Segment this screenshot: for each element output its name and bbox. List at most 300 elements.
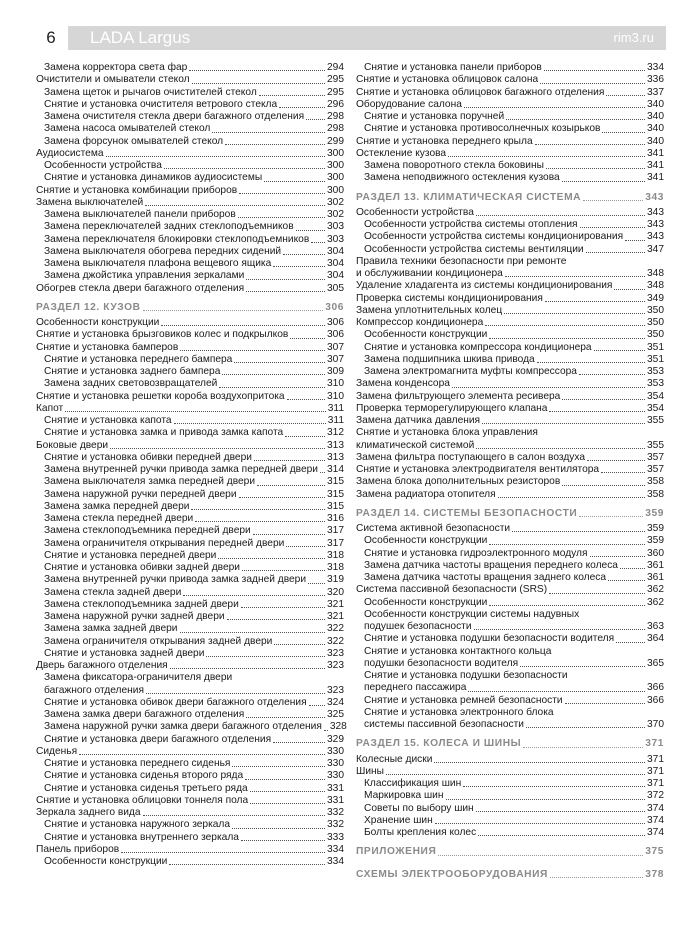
toc-subentry bbox=[36, 550, 344, 562]
toc-page-number: 314 bbox=[327, 464, 344, 475]
toc-subentry bbox=[36, 783, 344, 795]
toc-page-number: 298 bbox=[327, 111, 344, 122]
dot-leader bbox=[309, 705, 325, 706]
toc-entry-title: Особенности конструкции bbox=[364, 329, 488, 341]
toc-subentry bbox=[356, 778, 664, 790]
dot-leader bbox=[386, 774, 645, 775]
toc-entry bbox=[356, 74, 664, 86]
dot-leader bbox=[579, 516, 643, 517]
toc-page-number: 334 bbox=[327, 856, 344, 867]
dot-leader bbox=[232, 828, 325, 829]
toc-entry-title: Замена замка двери багажного отделения bbox=[44, 709, 245, 720]
toc-entry-title: Снятие и установка динамиков аудиосистемы bbox=[44, 172, 263, 184]
toc-page-number: 371 bbox=[647, 765, 664, 777]
dot-leader bbox=[545, 301, 645, 302]
toc-entry-title: Замена электромагнита муфты компрессора bbox=[364, 366, 577, 377]
toc-entry-title: системы пассивной безопасности bbox=[364, 719, 524, 730]
toc-subentry bbox=[36, 574, 344, 586]
dot-leader bbox=[259, 95, 325, 96]
toc-subentry bbox=[36, 819, 344, 831]
toc-page-number: 353 bbox=[647, 378, 664, 390]
toc-page-number: 300 bbox=[327, 160, 344, 171]
toc-page-number: 340 bbox=[647, 123, 664, 135]
dot-leader bbox=[452, 387, 645, 388]
dot-leader bbox=[245, 779, 325, 780]
toc-section-heading bbox=[36, 302, 344, 314]
toc-subentry bbox=[356, 719, 664, 731]
toc-subentry bbox=[36, 366, 344, 378]
toc-entry-title: Замена фиксатора-ограничителя двери bbox=[44, 672, 233, 684]
toc-page-number: 322 bbox=[327, 623, 344, 635]
dot-leader bbox=[170, 668, 325, 669]
toc-entry-title: Сиденья bbox=[36, 745, 78, 757]
toc-entry-title: Снятие и установка обивок двери багажного отделения bbox=[44, 696, 307, 708]
toc-page-number: 348 bbox=[647, 280, 664, 292]
toc-entry-title: Снятие и установка противосолнечных козырьков bbox=[364, 123, 601, 135]
dot-leader bbox=[218, 558, 325, 559]
toc-entry-title: Особенности устройства системы вентиляции bbox=[364, 243, 584, 255]
toc-page-number: 295 bbox=[327, 74, 344, 86]
toc-page-number: 329 bbox=[327, 733, 344, 745]
dot-leader bbox=[464, 107, 645, 108]
toc-page-number: 343 bbox=[647, 206, 664, 218]
toc-entry-title: Снятие и установка облицовок багажного отделения bbox=[356, 86, 605, 98]
dot-leader bbox=[241, 840, 325, 841]
toc-entry-title: Замена блока дополнительных резисторов bbox=[356, 476, 561, 488]
toc-page-number: 341 bbox=[647, 160, 664, 171]
toc-page-number: 299 bbox=[327, 135, 344, 147]
toc-subentry bbox=[36, 246, 344, 258]
toc-page-number: 341 bbox=[647, 172, 664, 184]
toc-page-number: 341 bbox=[647, 147, 664, 159]
dot-leader bbox=[468, 691, 645, 692]
toc-page-number: 350 bbox=[647, 329, 664, 341]
toc-entry bbox=[356, 584, 664, 596]
toc-entry-title: Маркировка шин bbox=[364, 790, 444, 802]
dot-leader bbox=[549, 411, 645, 412]
toc-page-number: 332 bbox=[327, 807, 344, 818]
toc-entry bbox=[356, 766, 664, 778]
toc-page-number: 304 bbox=[327, 245, 344, 257]
dot-leader bbox=[169, 864, 325, 865]
toc-page-number: 343 bbox=[647, 231, 664, 243]
toc-subentry bbox=[36, 452, 344, 464]
toc-subentry bbox=[36, 209, 344, 221]
toc-subentry bbox=[356, 366, 664, 378]
toc-entry-title: Снятие и установка компрессора кондиционера bbox=[364, 341, 592, 353]
dot-leader bbox=[580, 227, 645, 228]
toc-entry bbox=[36, 807, 344, 819]
toc-subentry bbox=[36, 234, 344, 246]
toc-entry-title: Замена неподвижного остекления кузова bbox=[364, 172, 560, 184]
dot-leader bbox=[586, 252, 645, 253]
toc-entry-title: Дверь багажного отделения bbox=[36, 660, 168, 671]
toc-entry-title: Боковые двери bbox=[36, 439, 109, 451]
toc-entry-title: Особенности конструкции bbox=[36, 317, 160, 328]
dot-leader bbox=[145, 205, 325, 206]
toc-entry bbox=[356, 378, 664, 390]
dot-leader bbox=[110, 448, 325, 449]
toc-entry-title: Замена наружной ручки задней двери bbox=[44, 611, 225, 622]
toc-entry-title: ПРИЛОЖЕНИЯ bbox=[356, 846, 437, 858]
toc-entry-title: Классификация шин bbox=[364, 778, 462, 789]
toc-page-number: 370 bbox=[647, 719, 664, 730]
toc-page-number: 357 bbox=[647, 451, 664, 463]
dot-leader bbox=[608, 580, 645, 581]
toc-page-number: 337 bbox=[647, 86, 664, 98]
toc-page-number: 343 bbox=[645, 191, 664, 203]
toc-entry bbox=[356, 256, 664, 268]
dot-leader bbox=[225, 144, 325, 145]
dot-leader bbox=[290, 338, 325, 339]
toc-entry bbox=[36, 746, 344, 758]
toc-subentry bbox=[36, 734, 344, 746]
toc-entry-title: Снятие и установка сиденья третьего ряда bbox=[44, 782, 248, 794]
dot-leader bbox=[606, 95, 645, 96]
toc-entry-title: РАЗДЕЛ 14. СИСТЕМЫ БЕЗОПАСНОСТИ bbox=[356, 507, 578, 519]
toc-page-number: 360 bbox=[647, 547, 664, 559]
toc-entry-title: Особенности конструкции системы надувных bbox=[364, 608, 580, 620]
toc-page-number: 334 bbox=[327, 843, 344, 855]
toc-subentry bbox=[36, 697, 344, 709]
toc-entry-title: Снятие и установка блока управления bbox=[356, 427, 538, 439]
dot-leader bbox=[65, 411, 326, 412]
dot-leader bbox=[274, 644, 325, 645]
toc-entry-title: Снятие и установка контактного кольца bbox=[364, 645, 552, 657]
toc-page-number: 322 bbox=[327, 635, 344, 647]
dot-leader bbox=[161, 325, 325, 326]
toc-page-number: 328 bbox=[329, 721, 347, 733]
toc-page-number: 332 bbox=[327, 819, 344, 831]
toc-entry-title: Особенности конструкции bbox=[364, 535, 488, 547]
dot-leader bbox=[546, 168, 645, 169]
toc-entry bbox=[36, 148, 344, 160]
dot-leader bbox=[476, 448, 645, 449]
toc-entry-title: Снятие и установка подушки безопасности bbox=[364, 670, 568, 681]
toc-subentry bbox=[36, 758, 344, 770]
toc-page-number: 303 bbox=[327, 221, 344, 233]
toc-entry-title: Снятие и установка переднего сиденья bbox=[44, 758, 231, 769]
toc-page-number: 333 bbox=[327, 831, 344, 843]
toc-section-heading bbox=[356, 192, 664, 204]
toc-page-number: 310 bbox=[327, 378, 344, 390]
toc-entry-title: Аудиосистема bbox=[36, 147, 104, 159]
toc-subentry bbox=[36, 538, 344, 550]
dot-leader bbox=[106, 156, 325, 157]
toc-page-number: 351 bbox=[647, 353, 664, 365]
dot-leader bbox=[287, 399, 325, 400]
dot-leader bbox=[485, 325, 645, 326]
toc-section-heading bbox=[356, 869, 664, 881]
dot-leader bbox=[565, 703, 645, 704]
toc-entry bbox=[356, 268, 664, 280]
toc-page-number: 362 bbox=[647, 596, 664, 608]
toc-subentry bbox=[36, 258, 344, 270]
toc-page-number: 315 bbox=[327, 500, 344, 512]
toc-entry-title: Замена наружной ручки замка двери багажного отделения bbox=[44, 721, 322, 733]
dot-leader bbox=[219, 387, 325, 388]
dot-leader bbox=[523, 747, 643, 748]
toc-entry-title: Снятие и установка решетки короба воздухопритока bbox=[36, 390, 285, 402]
toc-subentry bbox=[36, 87, 344, 99]
toc-entry bbox=[356, 476, 664, 488]
toc-entry-title: Снятие и установка внутреннего зеркала bbox=[44, 831, 239, 843]
toc-entry-title: Замена переключателей задних стеклоподъемников bbox=[44, 221, 294, 233]
toc-section-heading bbox=[356, 846, 664, 858]
toc-page-number: 350 bbox=[647, 317, 664, 328]
toc-page-number: 359 bbox=[647, 535, 664, 547]
toc-subentry bbox=[36, 611, 344, 623]
toc-subentry bbox=[356, 62, 664, 74]
dot-leader bbox=[489, 605, 645, 606]
toc-entry bbox=[36, 795, 344, 807]
dot-leader bbox=[474, 629, 645, 630]
toc-entry-title: Снятие и установка бамперов bbox=[36, 341, 179, 353]
toc-entry bbox=[36, 403, 344, 415]
toc-entry bbox=[36, 342, 344, 354]
dot-leader bbox=[446, 799, 646, 800]
toc-entry-title: Снятие и установка капота bbox=[44, 415, 172, 426]
dot-leader bbox=[537, 362, 645, 363]
toc-entry-title: Снятие и установка ремней безопасности bbox=[364, 694, 563, 706]
dot-leader bbox=[620, 568, 645, 569]
toc-entry-title: Замена выключателей панели приборов bbox=[44, 209, 236, 220]
toc-subentry bbox=[36, 587, 344, 599]
toc-entry-title: Снятие и установка электронного блока bbox=[364, 706, 554, 718]
toc-entry-title: Замена выключателя обогрева передних сидений bbox=[44, 245, 282, 257]
toc-entry-title: РАЗДЕЛ 15. КОЛЕСА И ШИНЫ bbox=[356, 738, 522, 750]
toc-page-number: 350 bbox=[647, 304, 664, 316]
toc-subentry bbox=[356, 633, 664, 645]
toc-subentry bbox=[36, 513, 344, 525]
dot-leader bbox=[239, 193, 325, 194]
toc-page-number: 363 bbox=[647, 621, 664, 632]
toc-page-number: 353 bbox=[647, 366, 664, 377]
toc-page-number: 320 bbox=[327, 586, 344, 598]
toc-page-number: 303 bbox=[327, 233, 344, 245]
dot-leader bbox=[544, 70, 645, 71]
toc-entry-title: Замена датчика частоты вращения заднего колеса bbox=[364, 572, 607, 583]
toc-entry-title: Замена фильтрующего элемента ресивера bbox=[356, 390, 561, 402]
toc-subentry bbox=[36, 111, 344, 123]
book-title: LADA Largus bbox=[90, 28, 191, 47]
toc-subentry bbox=[36, 415, 344, 427]
dot-leader bbox=[505, 276, 645, 277]
toc-entry bbox=[36, 660, 344, 672]
toc-page-number: 318 bbox=[327, 549, 344, 561]
dot-leader bbox=[583, 200, 643, 201]
dot-leader bbox=[238, 217, 325, 218]
toc-entry-title: Снятие и установка электродвигателя вентилятора bbox=[356, 464, 600, 475]
toc-entry-title: Замена ограничителя открывания задней двери bbox=[44, 635, 273, 647]
dot-leader bbox=[448, 156, 645, 157]
toc-page-number: 372 bbox=[647, 790, 664, 802]
toc-subentry bbox=[356, 219, 664, 231]
toc-entry-title: РАЗДЕЛ 13. КЛИМАТИЧЕСКАЯ СИСТЕМА bbox=[356, 191, 582, 203]
toc-page-number: 354 bbox=[647, 390, 664, 402]
toc-entry bbox=[356, 293, 664, 305]
toc-page-number: 321 bbox=[327, 598, 344, 610]
toc-page-number: 294 bbox=[327, 62, 344, 73]
toc-subentry bbox=[356, 111, 664, 123]
toc-entry-title: Особенности устройства bbox=[44, 160, 162, 171]
toc-entry-title: Снятие и установка переднего крыла bbox=[356, 135, 533, 147]
dot-leader bbox=[246, 717, 325, 718]
toc-entry-title: Снятие и установка замка и привода замка капота bbox=[44, 427, 284, 439]
toc-page-number: 340 bbox=[647, 98, 664, 110]
toc-page-number: 321 bbox=[327, 611, 344, 622]
toc-page-number: 375 bbox=[645, 846, 664, 858]
toc-page-number: 351 bbox=[647, 341, 664, 353]
toc-page-number: 300 bbox=[327, 147, 344, 159]
toc-entry bbox=[356, 427, 664, 439]
toc-entry-title: Снятие и установка переднего бампера bbox=[44, 353, 233, 365]
toc-page-number: 348 bbox=[647, 268, 664, 279]
toc-entry-title: Замена внутренней ручки привода замка задней двери bbox=[44, 574, 307, 586]
toc-subentry bbox=[356, 172, 664, 184]
toc-entry-title: Проверка терморегулирующего клапана bbox=[356, 402, 548, 414]
toc-entry bbox=[356, 489, 664, 501]
toc-entry-title: подушек безопасности bbox=[364, 621, 472, 632]
dot-leader bbox=[535, 144, 645, 145]
dot-leader bbox=[212, 132, 325, 133]
toc-page-number: 315 bbox=[327, 488, 344, 500]
toc-entry-title: Снятие и установка облицовок салона bbox=[356, 74, 539, 86]
toc-subentry bbox=[36, 721, 347, 733]
toc-entry-title: Замена уплотнительных колец bbox=[356, 304, 503, 316]
toc-entry-title: Замена форсунок омывателей стекол bbox=[44, 135, 224, 147]
toc-entry-title: Советы по выбору шин bbox=[364, 802, 474, 814]
toc-page-number: 323 bbox=[327, 660, 344, 671]
toc-page-number: 304 bbox=[327, 270, 344, 282]
toc-entry-title: Замена подшипника шкива привода bbox=[364, 353, 535, 365]
dot-leader bbox=[146, 693, 325, 694]
dot-leader bbox=[489, 544, 645, 545]
toc-entry-title: Правила техники безопасности при ремонте bbox=[356, 255, 567, 267]
toc-entry-title: Панель приборов bbox=[36, 843, 120, 855]
toc-page-number: 319 bbox=[327, 574, 344, 586]
toc-entry bbox=[356, 523, 664, 535]
toc-entry-title: Остекление кузова bbox=[356, 147, 447, 159]
toc-entry-title: Снятие и установка поручней bbox=[364, 111, 505, 122]
toc-entry-title: Особенности конструкции bbox=[364, 596, 488, 608]
dot-leader bbox=[489, 338, 645, 339]
toc-page-number: 323 bbox=[327, 647, 344, 659]
toc-entry bbox=[356, 754, 664, 766]
toc-entry-title: Замена задних световозвращателей bbox=[44, 378, 218, 390]
toc-page-number: 311 bbox=[327, 402, 344, 414]
toc-subentry bbox=[36, 123, 344, 135]
toc-entry-title: Удаление хладагента из системы кондиционирования bbox=[356, 280, 613, 292]
toc-page-number: 362 bbox=[647, 584, 664, 596]
toc-subentry bbox=[356, 123, 664, 135]
toc-entry bbox=[36, 283, 344, 295]
toc-subentry bbox=[356, 695, 664, 707]
toc-entry bbox=[36, 197, 344, 209]
toc-subentry bbox=[36, 489, 344, 501]
toc-column-left bbox=[36, 62, 347, 868]
toc-page-number: 305 bbox=[327, 282, 344, 294]
toc-page-number: 307 bbox=[327, 341, 344, 353]
dot-leader bbox=[587, 460, 645, 461]
dot-leader bbox=[602, 132, 645, 133]
toc-entry-title: Замена внутренней ручки привода замка передней двери bbox=[44, 464, 318, 475]
toc-subentry bbox=[356, 815, 664, 827]
toc-entry-title: Замена щеток и рычагов очистителей стекол bbox=[44, 86, 257, 98]
dot-leader bbox=[579, 374, 645, 375]
dot-leader bbox=[512, 531, 645, 532]
toc-entry-title: Снятие и установка обивки задней двери bbox=[44, 562, 240, 573]
toc-entry bbox=[356, 391, 664, 403]
toc-entry-title: Капот bbox=[36, 402, 64, 414]
toc-page-number: 374 bbox=[647, 802, 664, 814]
toc-subentry bbox=[356, 572, 664, 584]
dot-leader bbox=[590, 556, 645, 557]
toc-page-number: 295 bbox=[327, 86, 344, 98]
toc-entry-title: Особенности устройства bbox=[356, 206, 474, 218]
dot-leader bbox=[241, 607, 325, 608]
dot-leader bbox=[550, 877, 643, 878]
toc-entry-title: Замена замка задней двери bbox=[44, 623, 178, 635]
toc-entry-title: подушки безопасности водителя bbox=[364, 657, 519, 669]
toc-section-heading bbox=[356, 508, 664, 520]
dot-leader bbox=[143, 310, 324, 311]
toc-entry bbox=[356, 440, 664, 452]
dot-leader bbox=[476, 215, 645, 216]
toc-subentry bbox=[36, 856, 344, 868]
toc-subentry bbox=[356, 160, 664, 172]
dot-leader bbox=[227, 619, 325, 620]
dot-leader bbox=[189, 70, 325, 71]
toc-subentry bbox=[356, 682, 664, 694]
dot-leader bbox=[121, 852, 325, 853]
toc-entry-title: Зеркала заднего вида bbox=[36, 807, 141, 818]
dot-leader bbox=[296, 230, 325, 231]
dot-leader bbox=[174, 423, 326, 424]
dot-leader bbox=[540, 83, 645, 84]
toc-subentry bbox=[356, 803, 664, 815]
site-name: rim3.ru bbox=[613, 30, 654, 45]
toc-subentry bbox=[36, 160, 344, 172]
dot-leader bbox=[504, 313, 645, 314]
toc-entry-title: Снятие и установка панели приборов bbox=[364, 62, 542, 73]
toc-page-number: 317 bbox=[327, 525, 344, 537]
toc-subentry bbox=[356, 646, 664, 658]
toc-entry-title: РАЗДЕЛ 12. КУЗОВ bbox=[36, 301, 141, 313]
toc-subentry bbox=[356, 707, 664, 719]
toc-entry bbox=[356, 87, 664, 99]
toc-subentry bbox=[36, 476, 344, 488]
toc-page-number: 374 bbox=[647, 827, 664, 838]
toc-entry-title: Снятие и установка брызговиков колес и подкрылков bbox=[36, 329, 289, 341]
toc-entry-title: Особенности конструкции bbox=[44, 856, 168, 867]
dot-leader bbox=[476, 811, 645, 812]
toc-entry-title: Замена датчика давления bbox=[356, 415, 481, 426]
dot-leader bbox=[246, 279, 325, 280]
toc-entry-title: СХЕМЫ ЭЛЕКТРООБОРУДОВАНИЯ bbox=[356, 868, 548, 880]
dot-leader bbox=[257, 485, 325, 486]
dot-leader bbox=[232, 766, 325, 767]
toc-page-number: 300 bbox=[327, 172, 344, 184]
page-number: 6 bbox=[34, 26, 68, 50]
toc-page-number: 336 bbox=[647, 74, 664, 86]
dot-leader bbox=[616, 642, 645, 643]
dot-leader bbox=[482, 423, 645, 424]
dot-leader bbox=[164, 168, 325, 169]
toc-page-number: 357 bbox=[647, 464, 664, 475]
toc-entry bbox=[356, 403, 664, 415]
toc-subentry bbox=[356, 548, 664, 560]
